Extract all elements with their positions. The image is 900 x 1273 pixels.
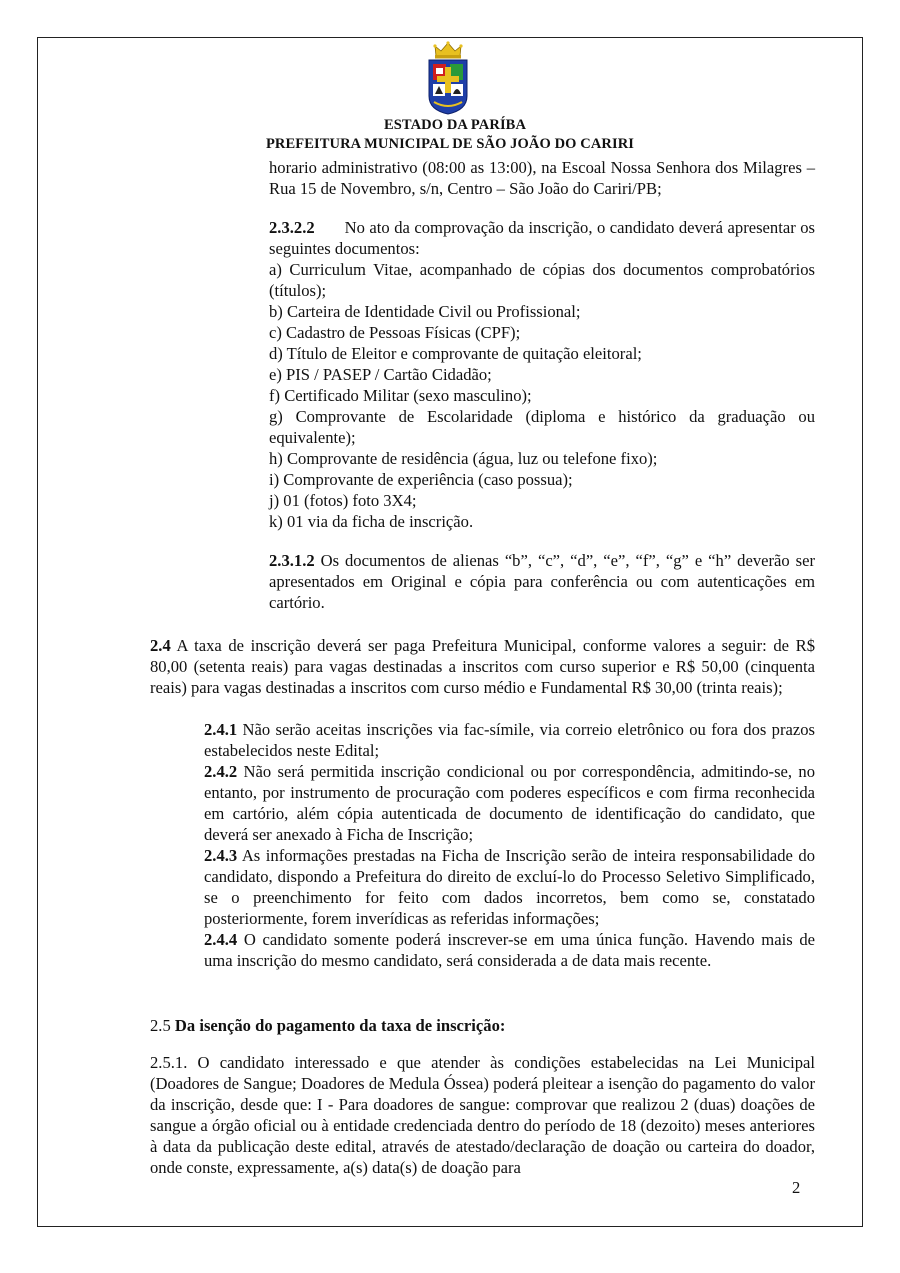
section-2-4 xyxy=(150,635,815,698)
section-text: Não serão aceitas inscrições via fac-símile, via correio eletrônico ou fora dos prazos estabelecidos neste Edital; xyxy=(204,720,815,760)
list-item: f) Certificado Militar (sexo masculino); xyxy=(269,386,532,405)
section-text: Não será permitida inscrição condicional ou por correspondência, admitindo-se, no entanto, por instrumento de procuração com poderes específicos e com firma reconhecida em cartório, além cópia autenticada de documento de identificação do candidato, que deverá ser anexado à Ficha de Inscrição; xyxy=(204,762,815,844)
paragraph-text: horario administrativo (08:00 as 13:00), na Escoal Nossa Senhora dos Milagres – Rua 15 de Novembro, s/n, Centro – São João do Cariri/PB; xyxy=(269,158,815,198)
section-number: 2.4.2 xyxy=(204,762,238,781)
section-text: As informações prestadas na Ficha de Inscrição serão de inteira responsabilidade do candidato, dispondo a Prefeitura do direito de excluí-lo do Processo Seletivo Simplificado, se o preenchimento for feito com dados incorretos, bem como se, constatado posteriormente, forem inverídicas as referidas informações; xyxy=(204,846,815,928)
section-number: 2.4.1 xyxy=(204,720,238,739)
section-title: Da isenção do pagamento da taxa de inscrição: xyxy=(174,1016,506,1035)
section-number: 2.4.4 xyxy=(204,930,238,949)
list-item: e) PIS / PASEP / Cartão Cidadão; xyxy=(269,365,492,384)
section-number: 2.4 xyxy=(150,636,171,655)
section-number: 2.4.3 xyxy=(204,846,238,865)
municipal-coat-of-arms xyxy=(426,40,470,116)
list-item: b) Carteira de Identidade Civil ou Profissional; xyxy=(269,302,581,321)
section-heading xyxy=(150,1015,815,1036)
section-number: 2.5 xyxy=(150,1016,171,1035)
section-text: O candidato somente poderá inscrever-se em uma única função. Havendo mais de uma inscrição do mesmo candidato, será considerada a de data mais recente. xyxy=(204,930,815,970)
section-intro-text: No ato da comprovação da inscrição, o candidato deverá apresentar os seguintes documentos: xyxy=(269,218,815,258)
paragraph-schedule-continuation xyxy=(269,157,815,199)
section-2-3-1-2 xyxy=(269,550,815,613)
list-item: c) Cadastro de Pessoas Físicas (CPF); xyxy=(269,323,521,342)
section-2-5-heading xyxy=(150,1015,815,1036)
list-item: d) Título de Eleitor e comprovante de quitação eleitoral; xyxy=(269,344,642,363)
section-number: 2.3.1.2 xyxy=(269,551,315,570)
section-number: 2.3.2.2 xyxy=(269,218,315,237)
list-item: h) Comprovante de residência (água, luz ou telefone fixo); xyxy=(269,449,658,468)
page-number: 2 xyxy=(792,1178,801,1197)
subsection-2-4-4 xyxy=(204,929,815,971)
header-city-hall: PREFEITURA MUNICIPAL DE SÃO JOÃO DO CARIRI xyxy=(265,136,635,152)
section-paragraph xyxy=(269,550,815,613)
section-text: A taxa de inscrição deverá ser paga Prefeitura Municipal, conforme valores a seguir: de R$ 80,00 (setenta reais) para vagas destinadas a inscritos com curso superior e R$ 50,00 (cinquenta reais) para vagas destinadas a inscritos com curso médio e Fundamental R$ 30,00 (trinta reais); xyxy=(150,636,815,697)
section-2-5-1 xyxy=(150,1052,815,1178)
list-item: j) 01 (fotos) foto 3X4; xyxy=(269,491,417,510)
subsection-2-4-1 xyxy=(204,719,815,761)
list-item: k) 01 via da ficha de inscrição. xyxy=(269,512,474,531)
list-item: a) Curriculum Vitae, acompanhado de cópias dos documentos comprobatórios (títulos); xyxy=(269,260,815,300)
header-state: ESTADO DA PARÍBA xyxy=(383,117,527,133)
subsection-2-4-3 xyxy=(204,845,815,929)
section-text: Os documentos de alienas “b”, “c”, “d”, “e”, “f”, “g” e “h” deverão ser apresentados em Original e cópia para conferência ou com autenticações em cartório. xyxy=(269,551,815,612)
section-paragraph xyxy=(150,635,815,698)
section-2-3-2-2 xyxy=(269,217,815,532)
list-item: g) Comprovante de Escolaridade (diploma e histórico da graduação ou equivalente); xyxy=(269,407,815,447)
section-intro xyxy=(269,217,815,259)
section-paragraph: 2.5.1. O candidato interessado e que atender às condições estabelecidas na Lei Municipal (Doadores de Sangue; Doadores de Medula Óssea) poderá pleitear a isenção do pagamento do valor da inscrição, desde que: I - Para doadores de sangue: comprovar que realizou 2 (duas) doações de sangue a órgão oficial ou à entidade credenciada dentro do período de 18 (dezoito) meses anteriores à data da publicação deste edital, através de atestado/declaração de doação ou carteira do doador, onde conste, expressamente, a(s) data(s) de doação para xyxy=(150,1053,815,1177)
subsections-2-4 xyxy=(204,719,815,971)
page-border xyxy=(37,37,863,1227)
subsection-2-4-2 xyxy=(204,761,815,845)
list-item: i) Comprovante de experiência (caso possua); xyxy=(269,470,573,489)
